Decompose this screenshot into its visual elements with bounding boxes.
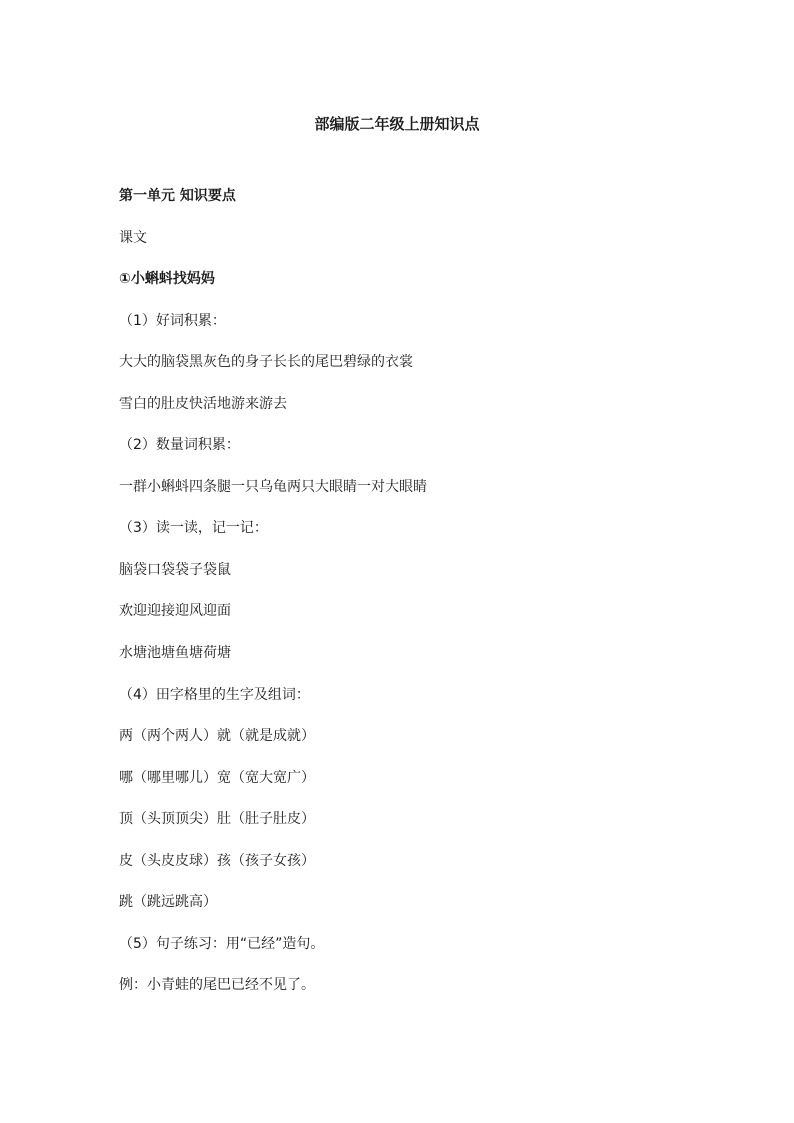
text-line: 脑袋口袋袋子袋鼠 (119, 562, 231, 578)
text-line: 跳（跳远跳高） (119, 894, 217, 910)
text-line: 一群小蝌蚪四条腿一只乌龟两只大眼睛一对大眼睛 (119, 479, 427, 495)
subheading-good-words: （1）好词积累： (119, 313, 226, 329)
text-line: 两（两个两人）就（就是成就） (119, 728, 315, 744)
text-line: 雪白的肚皮快活地游来游去 (119, 396, 287, 412)
subheading-quantifiers: （2）数量词积累： (119, 437, 240, 453)
unit-heading: 第一单元 知识要点 (119, 188, 236, 204)
text-line: 大大的脑袋黑灰色的身子长长的尾巴碧绿的衣裳 (119, 354, 413, 370)
subheading-new-characters: （4）田字格里的生字及组词： (119, 687, 310, 703)
text-line: 欢迎迎接迎风迎面 (119, 603, 231, 619)
subheading-read-remember: （3）读一读，记一记： (119, 520, 268, 536)
example-sentence: 例：小青蛙的尾巴已经不见了。 (119, 977, 315, 993)
document-title: 部编版二年级上册知识点 (314, 115, 480, 133)
text-line: 皮（头皮皮球）孩（孩子女孩） (119, 853, 315, 869)
section-label: 课文 (119, 230, 147, 246)
lesson-title: ①小蝌蚪找妈妈 (119, 271, 215, 287)
subheading-sentence-practice: （5）句子练习：用“已经”造句。 (119, 936, 325, 952)
text-line: 水塘池塘鱼塘荷塘 (119, 645, 231, 661)
text-line: 顶（头顶顶尖）肚（肚子肚皮） (119, 811, 315, 827)
text-line: 哪（哪里哪儿）宽（宽大宽广） (119, 770, 315, 786)
